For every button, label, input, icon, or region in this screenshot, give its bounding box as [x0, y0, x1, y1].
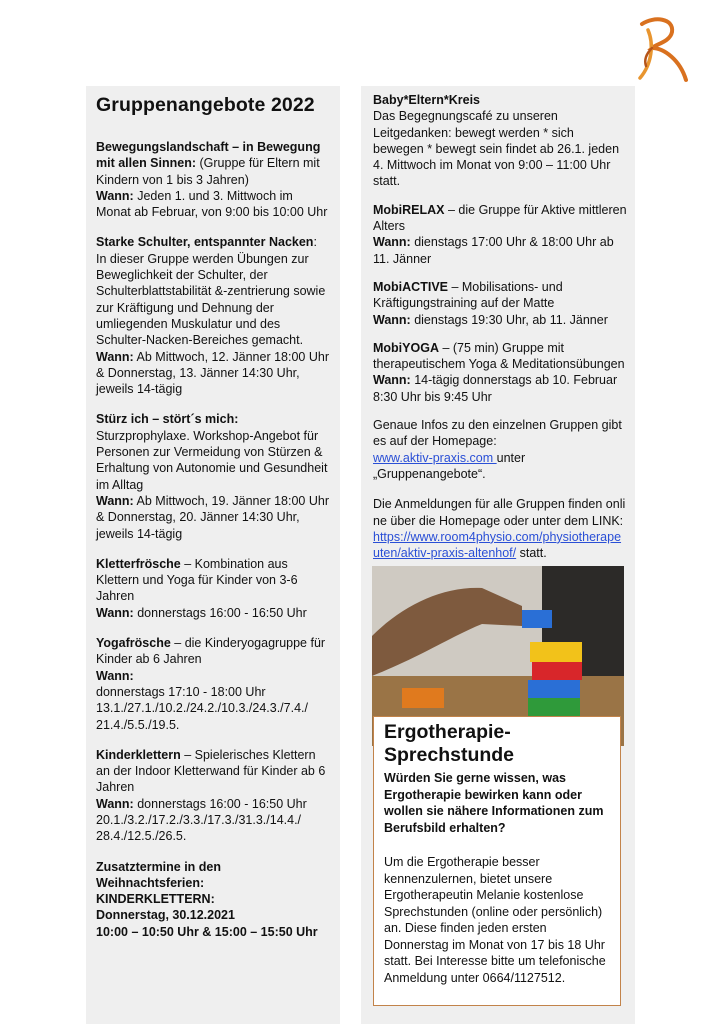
ergotherapie-box — [373, 716, 621, 1006]
offer-kinderklettern — [96, 747, 330, 845]
offer-mobirelax — [373, 202, 627, 267]
logo-icon — [634, 14, 690, 84]
registration-text: Die Anmeldungen für alle Gruppen finden online über die Homepage oder unter dem LINK: — [373, 497, 626, 528]
when-text: Ab Mittwoch, 12. Jänner 18:00 Uhr & Donnerstag, 13. Jänner 14:30 Uhr, jeweils 14-tägig — [96, 349, 329, 397]
when-text: donnerstags 16:00 - 16:50 Uhr 20.1./3.2./17.2./3.3./17.3./31.3./14.4./ 28.4./12.5./26.5. — [96, 796, 307, 844]
page-title: Gruppenangebote 2022 — [96, 94, 315, 116]
offer-heading: MobiYOGA — [373, 340, 439, 355]
offer-heading: Bewegungslandschaft – in Bewegung mit allen Sinnen: — [96, 140, 321, 171]
offer-heading: MobiRELAX — [373, 202, 445, 217]
when-text: dienstags 19:30 Uhr, ab 11. Jänner — [410, 312, 608, 327]
when-label: Wann: — [96, 796, 134, 811]
when-label: Wann: — [96, 668, 134, 683]
extra-dates-heading: Zusatztermine in den Weihnachtsferien: — [96, 859, 222, 890]
homepage-after-text: unter „Gruppenangebote“. — [373, 450, 526, 481]
offer-yogafroesche — [96, 635, 330, 733]
offer-heading: Kletterfrösche — [96, 556, 181, 571]
offer-text: : In dieser Gruppe werden Übungen zur Beweglichkeit der Schulter, der Schulterblattstabilität &-zentrierung sowie zur Kräftigung und Dehnung der umliegenden Muskulatur und des Schulter-Nacken-Bereiches gemacht. — [96, 235, 326, 348]
offer-starke-schulter — [96, 234, 330, 397]
offer-heading: Stürz ich – stört´s mich: — [96, 412, 239, 427]
when-label: Wann: — [96, 605, 134, 620]
when-label: Wann: — [373, 235, 411, 250]
offer-heading: Kinderklettern — [96, 747, 181, 762]
registration-after-text: statt. — [516, 546, 547, 561]
when-label: Wann: — [373, 312, 411, 327]
when-label: Wann: — [373, 373, 411, 388]
ergotherapie-intro: Würden Sie gerne wissen, was Ergotherapie bewirken kann oder wollen sie nähere Informationen zum Berufsbild erhalten? — [384, 771, 604, 835]
registration-info — [373, 496, 627, 561]
offer-text: Das Begegnungscafé zu unseren Leitgedanken: bewegt werden * sich bewegen * bewegt sein findet ab 26.1. jeden 4. Mittwoch im Monat von 9:00 – 11:00 Uhr statt. — [373, 109, 620, 189]
ergotherapie-title-line1: Ergotherapie- — [384, 721, 511, 743]
extra-dates-day: Donnerstag, 30.12.2021 — [96, 908, 235, 923]
when-text: donnerstags 16:00 - 16:50 Uhr — [133, 605, 307, 620]
offer-heading: Yogafrösche — [96, 636, 171, 651]
left-column — [86, 86, 340, 1024]
offer-heading: Starke Schulter, entspannter Nacken — [96, 235, 314, 250]
offer-text: – (75 min) Gruppe mit therapeutischem Yoga & Meditationsübungen — [373, 340, 625, 372]
offer-text: – Spielerisches Klettern an der Indoor Kletterwand für Kinder ab 6 Jahren — [96, 747, 326, 795]
offer-heading: MobiACTIVE — [373, 279, 448, 294]
offer-baby-eltern-kreis — [373, 92, 627, 190]
when-text: Ab Mittwoch, 19. Jänner 18:00 Uhr & Donnerstag, 20. Jänner 14:30 Uhr, jeweils 14-tägig — [96, 493, 329, 541]
offer-text: – die Kinderyogagruppe für Kinder ab 6 Jahren — [96, 636, 326, 667]
offer-mobiyoga — [373, 340, 627, 405]
homepage-text: Genaue Infos zu den einzelnen Gruppen gibt es auf der Homepage: — [373, 418, 622, 449]
offer-zusatztermine — [96, 859, 330, 940]
extra-dates-times: 10:00 – 10:50 Uhr & 15:00 – 15:50 Uhr — [96, 924, 318, 939]
offer-text: – Mobilisations- und Kräftigungstraining auf der Matte — [373, 279, 563, 311]
when-text: donnerstags 17:10 - 18:00 Uhr 13.1./27.1./10.2./24.2./10.3./24.3./7.4./ 21.4./5.5./19.5. — [96, 684, 308, 732]
ergotherapie-text: Um die Ergotherapie besser kennenzulernen, bietet unsere Ergotherapeutin Melanie kostenlose Sprechstunden (online oder persönlich) an. Diese finden jeden ersten Donnerstag im Monat von 17 bis 18 Uhr statt. Bei Interesse bitte um telefonische Anmeldung unter 0664/1127512. — [384, 855, 606, 985]
when-text: Jeden 1. und 3. Mittwoch im Monat ab Februar, von 9:00 bis 10:00 Uhr — [96, 188, 328, 220]
offer-text: (Gruppe für Eltern mit Kindern von 1 bis 3 Jahren) — [96, 156, 320, 187]
ergotherapie-title — [384, 721, 610, 767]
offer-kletterfroesche — [96, 556, 330, 621]
offer-mobiactive — [373, 279, 627, 328]
when-label: Wann: — [96, 349, 134, 364]
when-text: dienstags 17:00 Uhr & 18:00 Uhr ab 11. Jänner — [373, 235, 614, 266]
registration-link[interactable]: https://www.room4physio.com/physiotherapeuten/aktiv-praxis-altenhof/ — [373, 529, 622, 561]
right-column — [361, 86, 635, 1024]
when-text: 14-tägig donnerstags ab 10. Februar 8:30 Uhr bis 9:45 Uhr — [373, 373, 618, 404]
ergotherapie-title-line2: Sprechstunde — [384, 744, 515, 766]
offer-text: – Kombination aus Klettern und Yoga für Kinder von 3-6 Jahren — [96, 556, 298, 604]
homepage-link[interactable]: www.aktiv-praxis.com — [373, 450, 497, 465]
offer-text: Sturzprophylaxe. Workshop-Angebot für Personen zur Vermeidung von Stürzen & Erhaltung von Autonomie und Gesundheit im Alltag — [96, 428, 328, 492]
homepage-info — [373, 417, 627, 482]
when-label: Wann: — [96, 493, 134, 508]
offer-text: – die Gruppe für Aktive mittleren Alters — [373, 202, 627, 234]
extra-dates-title: KINDERKLETTERN: — [96, 892, 215, 907]
offer-bewegungslandschaft — [96, 139, 330, 220]
offer-heading: Baby*Eltern*Kreis — [373, 93, 480, 107]
offer-sturzprophylaxe — [96, 411, 330, 541]
when-label: Wann: — [96, 188, 134, 203]
